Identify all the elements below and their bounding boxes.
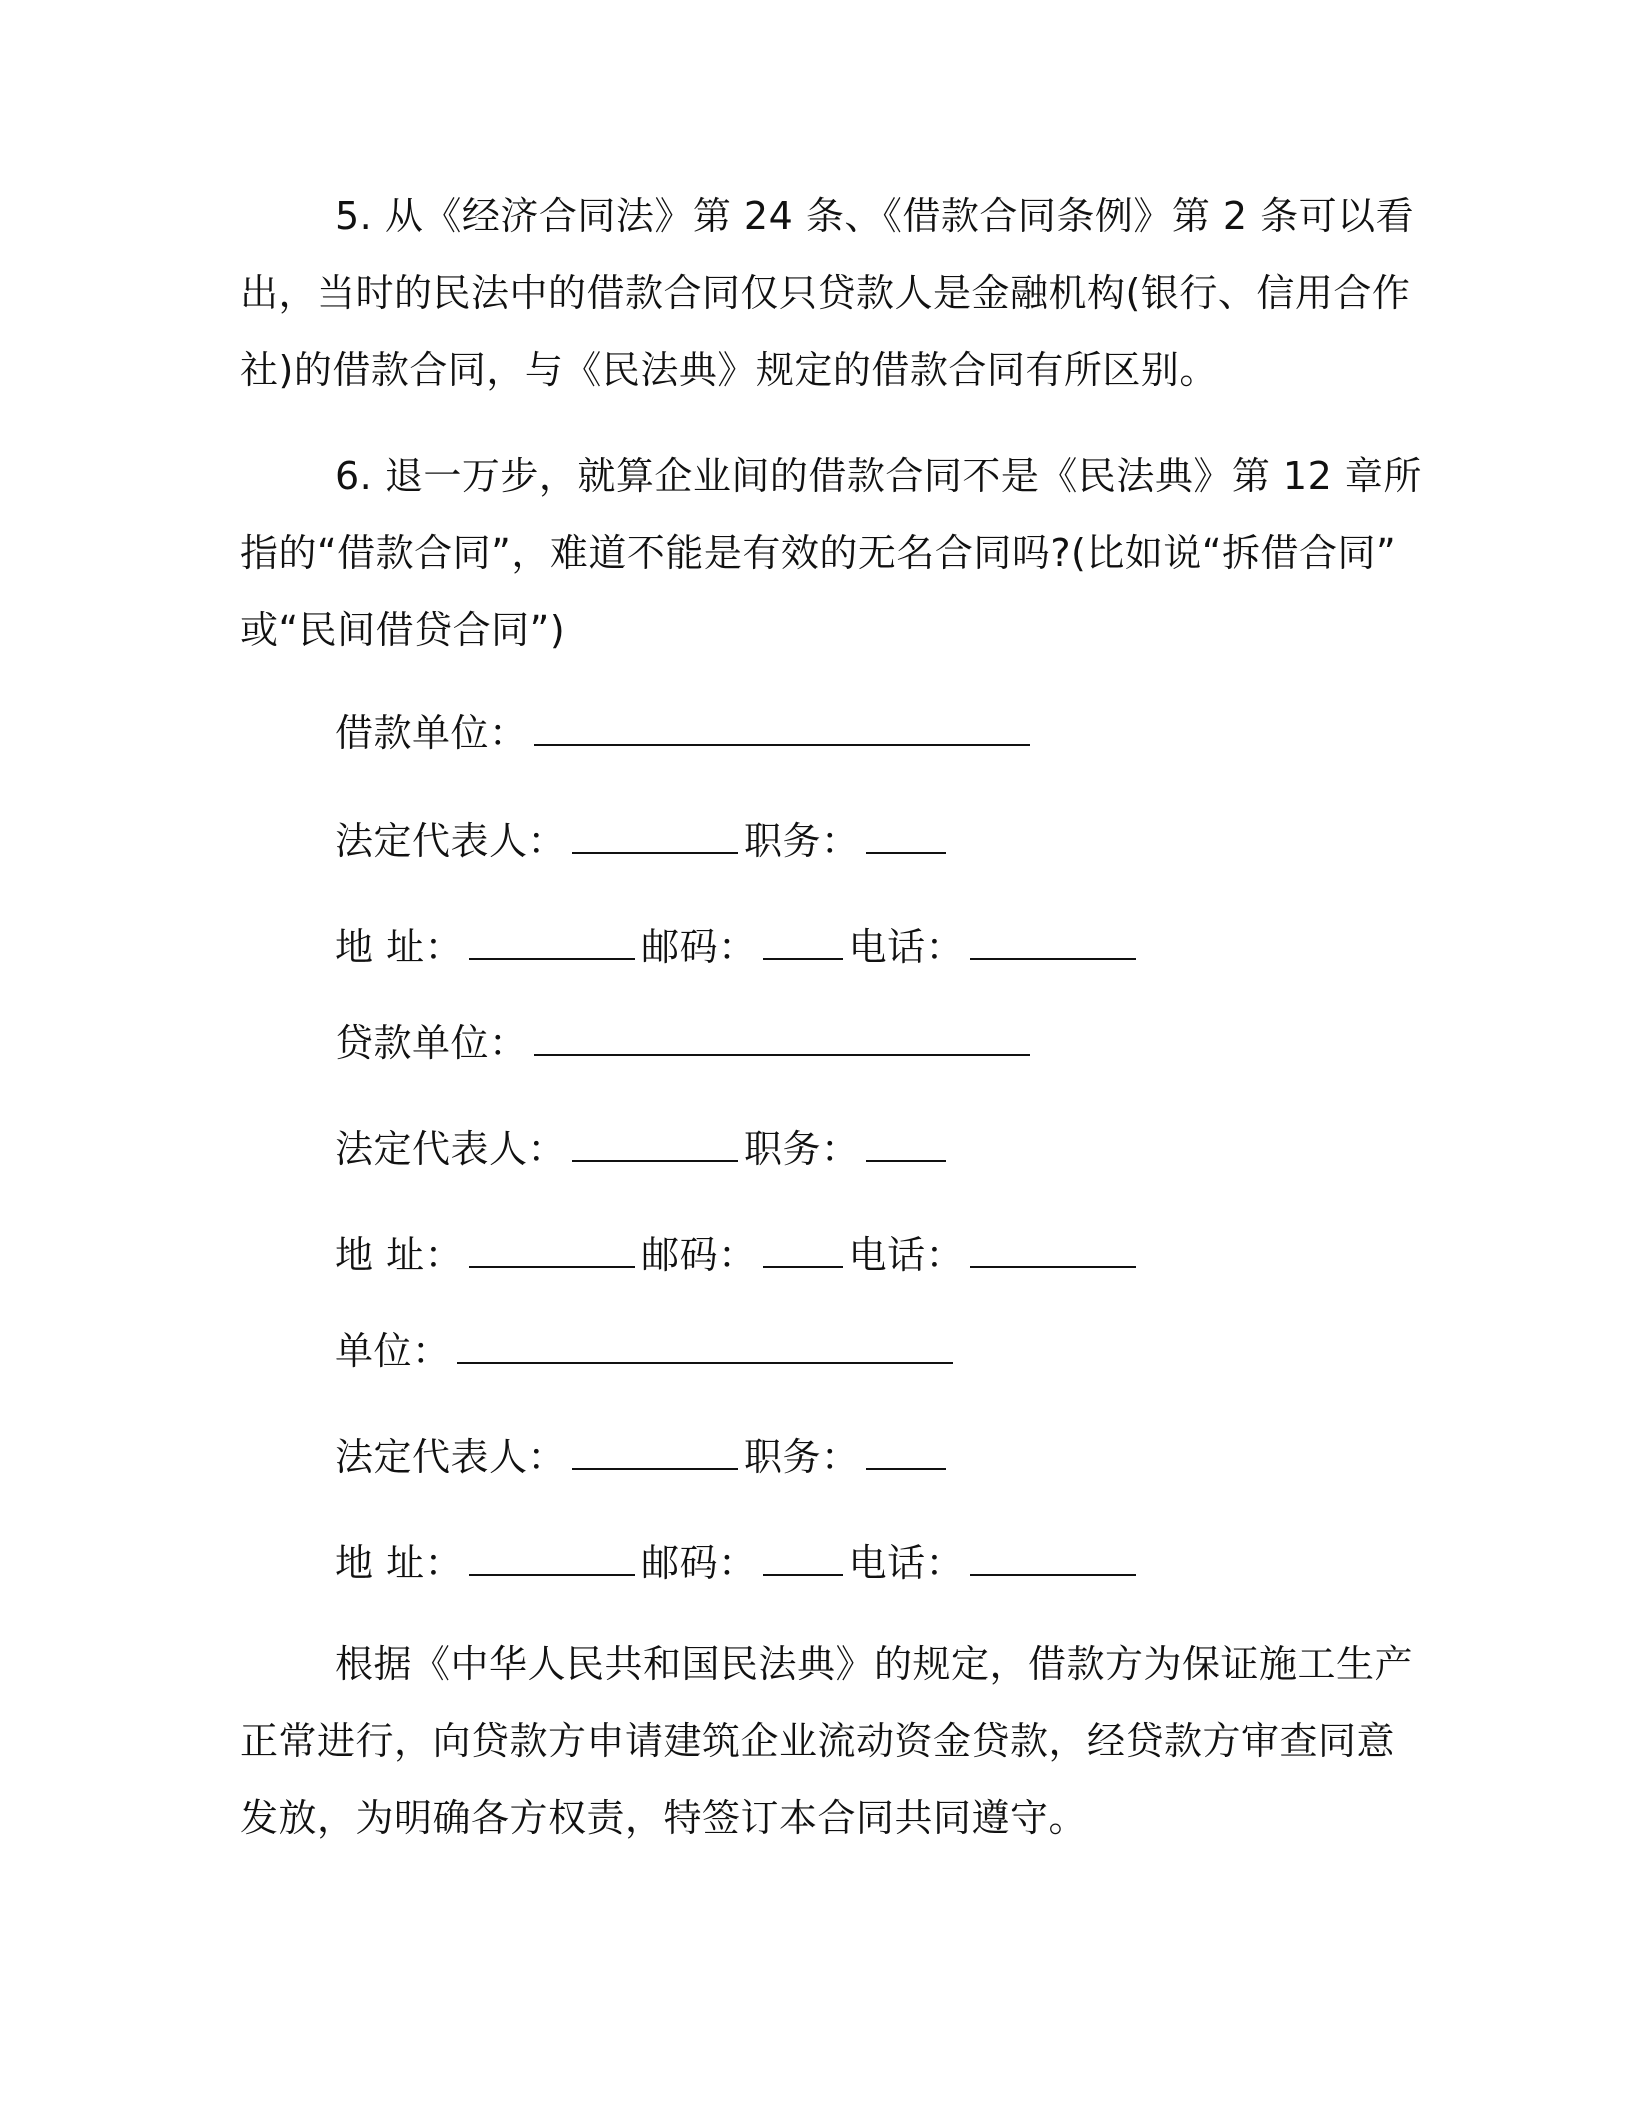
lender-address-blank[interactable] bbox=[469, 1232, 635, 1268]
third-position-blank[interactable] bbox=[866, 1434, 946, 1470]
lender-phone-blank[interactable] bbox=[970, 1232, 1136, 1268]
paragraph-6-line-1: 6. 退一万步，就算企业间的借款合同不是《民法典》第 12 章所 bbox=[335, 454, 1422, 498]
lender-rep-label: 法定代表人： bbox=[335, 1127, 567, 1171]
third-unit-blank[interactable] bbox=[457, 1328, 953, 1364]
paragraph-5-line-3: 社)的借款合同，与《民法典》规定的借款合同有所区别。 bbox=[240, 348, 1218, 392]
lender-position-blank[interactable] bbox=[866, 1126, 946, 1162]
borrower-rep-blank[interactable] bbox=[572, 818, 738, 854]
lender-unit-label: 贷款单位： bbox=[335, 1021, 528, 1065]
lender-address-line bbox=[335, 1230, 1142, 1280]
borrower-address-label: 地 址： bbox=[335, 925, 464, 969]
closing-line-1: 根据《中华人民共和国民法典》的规定，借款方为保证施工生产 bbox=[335, 1642, 1414, 1686]
borrower-phone-label: 电话： bbox=[848, 925, 965, 969]
lender-unit-blank[interactable] bbox=[534, 1020, 1030, 1056]
borrower-rep-label: 法定代表人： bbox=[335, 819, 567, 863]
borrower-phone-blank[interactable] bbox=[970, 924, 1136, 960]
closing-paragraph bbox=[240, 1626, 1414, 1857]
third-phone-label: 电话： bbox=[848, 1541, 965, 1585]
borrower-unit-label: 借款单位： bbox=[335, 711, 528, 755]
borrower-address-blank[interactable] bbox=[469, 924, 635, 960]
lender-unit-line bbox=[335, 1018, 1036, 1068]
third-address-line bbox=[335, 1538, 1142, 1588]
paragraph-6 bbox=[240, 438, 1422, 669]
third-address-label: 地 址： bbox=[335, 1541, 464, 1585]
third-unit-label: 单位： bbox=[335, 1329, 451, 1373]
third-postcode-label: 邮码： bbox=[641, 1541, 757, 1585]
lender-rep-line bbox=[335, 1124, 952, 1174]
borrower-unit-line bbox=[335, 708, 1036, 758]
third-unit-line bbox=[335, 1326, 959, 1376]
lender-postcode-label: 邮码： bbox=[641, 1233, 757, 1277]
third-rep-line bbox=[335, 1432, 952, 1482]
paragraph-5 bbox=[240, 178, 1415, 409]
borrower-position-label: 职务： bbox=[744, 819, 860, 863]
lender-address-label: 地 址： bbox=[335, 1233, 464, 1277]
borrower-postcode-blank[interactable] bbox=[763, 924, 843, 960]
third-postcode-blank[interactable] bbox=[763, 1540, 843, 1576]
borrower-unit-blank[interactable] bbox=[534, 710, 1030, 746]
lender-rep-blank[interactable] bbox=[572, 1126, 738, 1162]
paragraph-6-line-2: 指的“借款合同”，难道不能是有效的无名合同吗?(比如说“拆借合同” bbox=[240, 531, 1397, 575]
third-position-label: 职务： bbox=[744, 1435, 860, 1479]
borrower-postcode-label: 邮码： bbox=[641, 925, 757, 969]
paragraph-5-line-1: 5. 从《经济合同法》第 24 条、《借款合同条例》第 2 条可以看 bbox=[335, 194, 1415, 238]
paragraph-6-line-3: 或“民间借贷合同”) bbox=[240, 608, 566, 652]
third-address-blank[interactable] bbox=[469, 1540, 635, 1576]
lender-postcode-blank[interactable] bbox=[763, 1232, 843, 1268]
third-rep-label: 法定代表人： bbox=[335, 1435, 567, 1479]
lender-phone-label: 电话： bbox=[848, 1233, 965, 1277]
lender-position-label: 职务： bbox=[744, 1127, 860, 1171]
third-phone-blank[interactable] bbox=[970, 1540, 1136, 1576]
borrower-rep-line bbox=[335, 816, 952, 866]
third-rep-blank[interactable] bbox=[572, 1434, 738, 1470]
closing-line-2: 正常进行，向贷款方申请建筑企业流动资金贷款，经贷款方审查同意 bbox=[240, 1719, 1396, 1763]
borrower-position-blank[interactable] bbox=[866, 818, 946, 854]
closing-line-3: 发放，为明确各方权责，特签订本合同共同遵守。 bbox=[240, 1796, 1088, 1840]
paragraph-5-line-2: 出，当时的民法中的借款合同仅只贷款人是金融机构(银行、信用合作 bbox=[240, 271, 1411, 315]
borrower-address-line bbox=[335, 922, 1142, 972]
